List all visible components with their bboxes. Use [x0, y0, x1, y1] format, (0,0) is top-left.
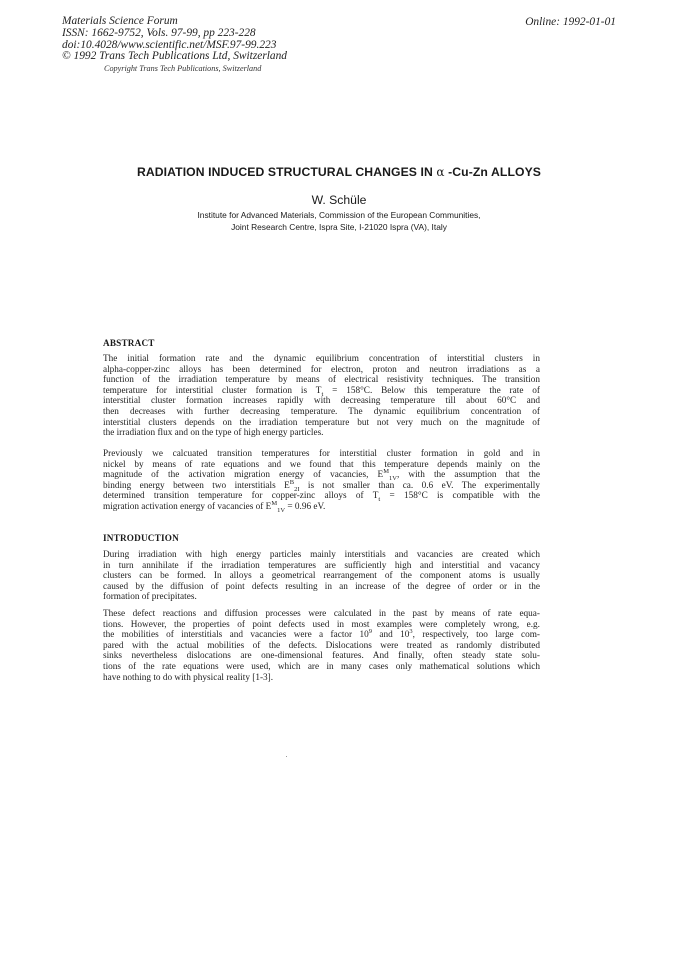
text-line: The initial formation rate and the dynamic equilibrium concentration of interstitial clusters in [103, 354, 540, 364]
abstract-paragraph-2 [103, 449, 540, 513]
text-line: Previously we calcuated transition temperatures for interstitial cluster formation in gold and in [103, 449, 540, 459]
text-line: magnitude of the activation migration energy of vacancies, $E^M_{1V}$, with the assumption that the [103, 468, 540, 483]
text-line: the mobilities of interstitials and vacancies were a factor $10^9$ and $10^3$, respectively, too large com- [103, 628, 541, 641]
text-line: interstitial cluster formation increases rapidly with decreasing temperature till about 60°C and [103, 396, 540, 407]
copyright-stamp: Copyright Trans Tech Publications, Switzerland [104, 64, 262, 73]
text-line: function of the irradiation temperature by means of electrical resistivity techniques. The transition [103, 375, 540, 386]
abstract-paragraph-1 [103, 354, 540, 439]
affiliation-line: Joint Research Centre, Ispra Site, I-21020 Ispra (VA), Italy [231, 221, 447, 232]
text-line: alpha-copper-zinc alloys has been determined for electron, proton and neutron irradiations as a [103, 364, 540, 375]
text-line: temperature for interstitial cluster formation is $T_t = 158^\circ C$. Below this temperature the rate of [103, 385, 540, 398]
abstract-heading: ABSTRACT [103, 338, 155, 348]
paper-title [0, 165, 678, 179]
text-line: formation of precipitates. [103, 592, 197, 603]
author: W. Schüle [311, 193, 367, 207]
title-prefix: RADIATION INDUCED STRUCTURAL CHANGES IN [136, 165, 437, 179]
text-line: tions of the rate equations were used, which are in many cases only mathematical solutions which [103, 661, 540, 672]
copyright-line: © 1992 Trans Tech Publications Ltd, Switzerland [62, 50, 287, 63]
title-suffix: -Cu-Zn ALLOYS [444, 165, 542, 179]
text-line: caused by the diffusion of point defects resulting in an increase of the degree of order or in the [103, 581, 540, 592]
text-line: clusters can be formed. In alloys a geometrical rearrangement of the component atoms is usually [103, 571, 540, 582]
text-line: interstitial clusters depends on the irradiation temperature but not very much on the magnitude of [103, 417, 540, 428]
text-line: then decreases with further decreasing temperature. The dynamic equilibrium concentration of [103, 406, 540, 417]
text-line: nickel by means of rate equations and we found that this temperature depends mainly on the [103, 459, 540, 470]
text-line: pared with the actual mobilities of the defects. Dislocations were treated as randomly distributed [103, 640, 540, 651]
text-line: sinks nevertheless dislocations are one-dimensional features. And finally, often steady state solu- [103, 651, 540, 662]
text-line: tions. However, the properties of point defects used in most examples were completely wrong, e.g. [103, 619, 540, 630]
text-line: These defect reactions and diffusion processes were calculated in the past by means of rate equa- [103, 609, 540, 619]
text-line: have nothing to do with physical reality [1-3]. [103, 672, 274, 683]
affiliation-line: Institute for Advanced Materials, Commission of the European Communities, [197, 210, 481, 220]
issn-line: ISSN: 1662-9752, Vols. 97-99, pp 223-228 [62, 26, 256, 39]
journal-name: Materials Science Forum [62, 15, 178, 27]
text-line: binding energy between two interstitials $E^B_{2I}$ is not smaller than ca. 0.6 eV. The experimentally [103, 478, 540, 493]
online-date: Online: 1992-01-01 [525, 16, 616, 28]
publication-info [62, 16, 287, 63]
introduction-paragraph-2 [103, 609, 540, 683]
text-line: During irradiation with high energy particles mainly interstitials and vacancies are created which [103, 550, 540, 560]
text-line: in turn annihilate if the irradiation temperatures are sufficiently high and interstitial and vacancy [103, 560, 540, 571]
text-line: the irradiation flux and on the type of high energy particles. [103, 428, 324, 439]
affiliation [0, 210, 678, 233]
alpha-symbol: α [436, 165, 445, 179]
text-line: migration activation energy of vacancies of $E^M_{1V} = 0.96$ eV. [103, 499, 326, 514]
scan-mark [286, 756, 287, 757]
text-line: determined transition temperature for copper-zinc alloys of $T_t = 158^\circ C$ is compatible with the [103, 491, 540, 504]
introduction-heading: INTRODUCTION [103, 533, 179, 543]
doi-line: doi:10.4028/www.scientific.net/MSF.97-99.223 [62, 38, 277, 51]
introduction-paragraph-1 [103, 550, 540, 603]
